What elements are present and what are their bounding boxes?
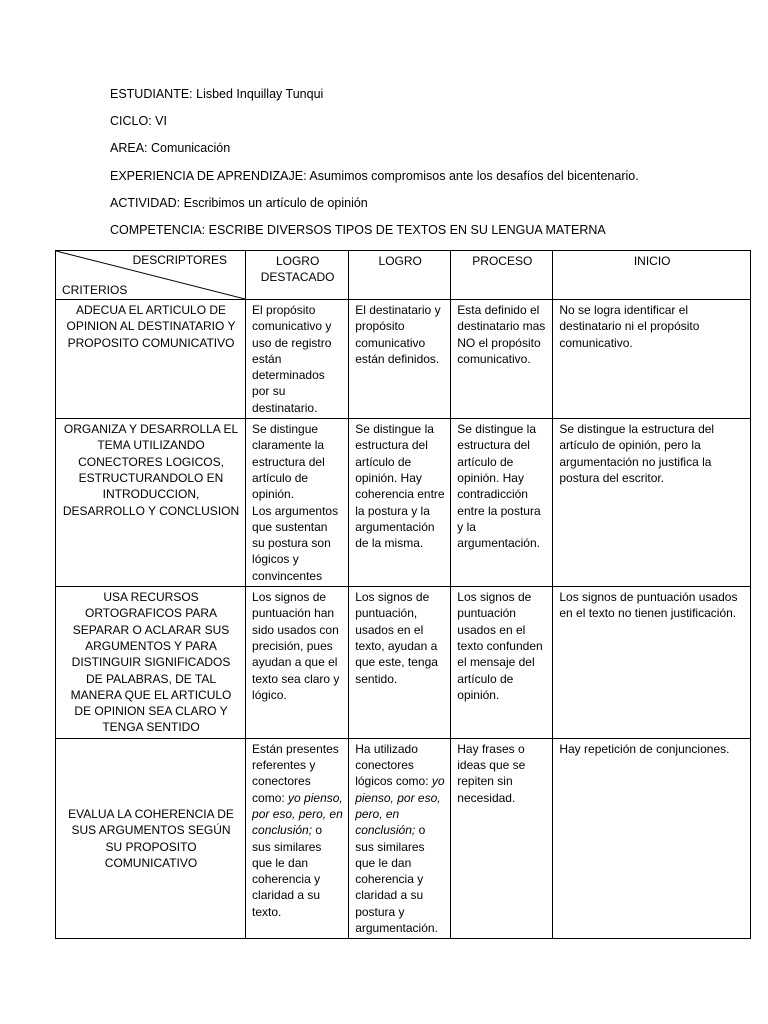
logro-destacado-text-1: Se distingue claramente la estructura del artículo de opinión.	[252, 422, 325, 502]
proceso-cell: Esta definido el destinatario mas NO el propósito comunicativo.	[451, 300, 553, 419]
descriptores-label: DESCRIPTORES	[132, 253, 228, 267]
learning-experience: EXPERIENCIA DE APRENDIZAJE: Asumimos compromisos ante los desafíos del bicentenario.	[110, 169, 639, 183]
table-row	[56, 587, 751, 739]
logro-cell: Se distingue la estructura del artículo de opinión. Hay coherencia entre la postura y la argumentación de la misma.	[349, 419, 451, 587]
logro-destacado-cell	[246, 738, 349, 939]
student-name: ESTUDIANTE: Lisbed Inquillay Tunqui	[110, 87, 324, 101]
inicio-cell: No se logra identificar el destinatario ni el propósito comunicativo.	[553, 300, 751, 419]
logro-destacado-cell: Los signos de puntuación han sido usados con precisión, pues ayudan a que el texto sea claro y lógico.	[246, 587, 349, 739]
criterion-cell: ORGANIZA Y DESARROLLA EL TEMA UTILIZANDO CONECTORES LOGICOS, ESTRUCTURANDOLO EN INTRODUCCION, DESARROLLO Y CONCLUSION	[56, 419, 246, 587]
proceso-cell: Los signos de puntuación usados en el texto confunden el mensaje del artículo de opinión.	[451, 587, 553, 739]
inicio-cell: Se distingue la estructura del artículo de opinión, pero la argumentación no justifica la postura del escritor.	[553, 419, 751, 587]
inicio-cell: Los signos de puntuación usados en el texto no tienen justificación.	[553, 587, 751, 739]
proceso-cell: Se distingue la estructura del artículo de opinión. Hay contradicción entre la postura y la argumentación.	[451, 419, 553, 587]
criterion-cell: USA RECURSOS ORTOGRAFICOS PARA SEPARAR O ACLARAR SUS ARGUMENTOS Y PARA DISTINGUIR SIGNIFICADOS DE PALABRAS, DE TAL MANERA QUE EL ARTICULO DE OPINION SEA CLARO Y TENGA SENTIDO	[56, 587, 246, 739]
column-header-inicio: INICIO	[553, 251, 751, 300]
logro-text-post: o sus similares que le dan coherencia y claridad a su postura y argumentación.	[355, 823, 438, 935]
logro-destacado-cell	[246, 419, 349, 587]
table-row	[56, 738, 751, 939]
logro-text-pre: Ha utilizado conectores lógicos como:	[355, 741, 432, 789]
column-header-logro-destacado: LOGRO DESTACADO	[246, 251, 349, 300]
table-row	[56, 419, 751, 587]
logro-destacado-text-pre: Están presentes referentes y conectores como:	[252, 741, 339, 805]
table-header-row	[56, 251, 751, 300]
column-header-logro: LOGRO	[349, 251, 451, 300]
column-header-proceso: PROCESO	[451, 251, 553, 300]
inicio-cell: Hay repetición de conjunciones.	[553, 738, 751, 939]
competency: COMPETENCIA: ESCRIBE DIVERSOS TIPOS DE TEXTOS EN SU LENGUA MATERNA	[110, 223, 606, 237]
logro-destacado-cell: El propósito comunicativo y uso de registro están determinados por su destinatario.	[246, 300, 349, 419]
logro-cell: Los signos de puntuación, usados en el texto, ayudan a que este, tenga sentido.	[349, 587, 451, 739]
activity: ACTIVIDAD: Escribimos un artículo de opinión	[110, 196, 368, 210]
logro-destacado-text-2: Los argumentos que sustentan su postura son lógicos y convincentes	[252, 503, 339, 583]
logro-destacado-connectors: yo pienso, por eso, pero, en conclusión;	[252, 790, 343, 838]
cycle: CICLO: VI	[110, 114, 167, 128]
area: AREA: Comunicación	[110, 141, 231, 155]
logro-destacado-text-post: o sus similares que le dan coherencia y claridad a su texto.	[252, 823, 323, 919]
logro-cell: El destinatario y propósito comunicativo están definidos.	[349, 300, 451, 419]
criterion-cell: EVALUA LA COHERENCIA DE SUS ARGUMENTOS SEGÚN SU PROPOSITO COMUNICATIVO	[56, 738, 246, 939]
logro-cell	[349, 738, 451, 939]
rubric-table	[55, 250, 751, 939]
criterion-cell: ADECUA EL ARTICULO DE OPINION AL DESTINATARIO Y PROPOSITO COMUNICATIVO	[56, 300, 246, 419]
proceso-cell: Hay frases o ideas que se repiten sin necesidad.	[451, 738, 553, 939]
corner-cell	[56, 251, 246, 300]
logro-connectors: yo pienso, por eso, pero, en conclusión;	[355, 774, 445, 838]
table-row	[56, 300, 751, 419]
criterios-label: CRITERIOS	[62, 282, 128, 297]
